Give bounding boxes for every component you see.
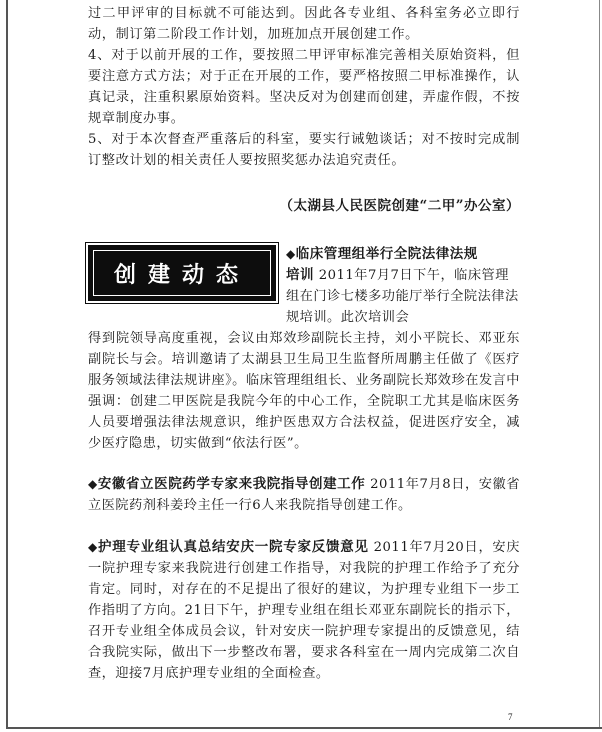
news-body-3: 2011年7月20日，安庆一院护理专家来我院进行创建工作指导，对我院的护理工作给予了充分肯定。同时，对存在的不足提出了很好的建议，为护理专业组下一步工作指明了方向。21日下午，护理专业组在组长邓亚东副院长的指示下，召开专业组全体成员会议，针对安庆一院护理专家提出的反馈意见，结合我院实际，做出下一步整改布署，要求各科室在一周内完成第二次自查，迎接7月底护理专业组的全面检查。 <box>88 540 520 681</box>
paragraph-item-5: 5、对于本次督查严重落后的科室，要实行诫勉谈话；对不按时完成制订整改计划的相关责任人要按照奖惩办法追究责任。 <box>88 132 520 168</box>
news-headline-2: 安徽省立医院药学专家来我院指导创建工作 <box>97 476 366 492</box>
diamond-bullet-icon: ◆ <box>88 540 98 554</box>
news-body-2: 2011年7月8日，安徽省立医院药剂科姜玲主任一行6人来我院指导创建工作。 <box>88 477 521 513</box>
news-item-2 <box>88 474 520 516</box>
news-item-1-body: 得到院领导高度重视，会议由郑效珍副院长主持，刘小平院长、邓亚东副院长与会。培训邀请了太湖县卫生局卫生监督所周鹏主任做了《医疗服务领域法律法规讲座》。临床管理组组长、业务副院长郑效珍在发言中强调：创建二甲医院是我院今年的中心工作，全院职工尤其是临床医务人员要增强法律法规意识，维护医患双方合法权益，促进医疗安全，减少医疗隐患，切实做到“依法行医”。 <box>88 331 520 451</box>
page-border-bottom <box>6 727 602 729</box>
paragraph-item-4: 4、对于以前开展的工作，要按照二甲评审标准完善相关原始资料，但要注意方式方法；对于正在开展的工作，要严格按照二甲标准操作，认真记录，注重积累原始资料。坚决反对为创建而创建，弄虚作假，不按规章制度办事。 <box>88 48 520 126</box>
section-banner-title: 创建动态 <box>93 250 271 296</box>
page-border-left <box>6 0 8 728</box>
paragraph-continuation: 过二甲评审的目标就不可能达到。因此各专业组、各科室务必立即行动，制订第二阶段工作计划，加班加点开展创建工作。 <box>88 6 520 42</box>
page-border-right <box>599 0 601 728</box>
diamond-bullet-icon: ◆ <box>286 247 296 261</box>
news-headline-3: 护理专业组认真总结安庆一院专家反馈意见 <box>97 539 369 555</box>
top-section <box>88 3 520 171</box>
news-item-1-header <box>286 244 520 328</box>
page-number: 7 <box>508 712 513 722</box>
signature: （太湖县人民医院创建“二甲”办公室） <box>279 198 520 214</box>
news-lead-1: 2011年7月7日下午，临床管理组在门诊七楼多功能厅举行全院法律法规培训。此次培训会 <box>286 268 519 325</box>
section-banner <box>88 245 276 301</box>
diamond-bullet-icon: ◆ <box>88 477 98 491</box>
news-headline-1a: 临床管理组举行全院法律法规 <box>295 246 478 262</box>
news-headline-1b: 培训 <box>286 267 314 283</box>
news-item-3 <box>88 537 520 684</box>
